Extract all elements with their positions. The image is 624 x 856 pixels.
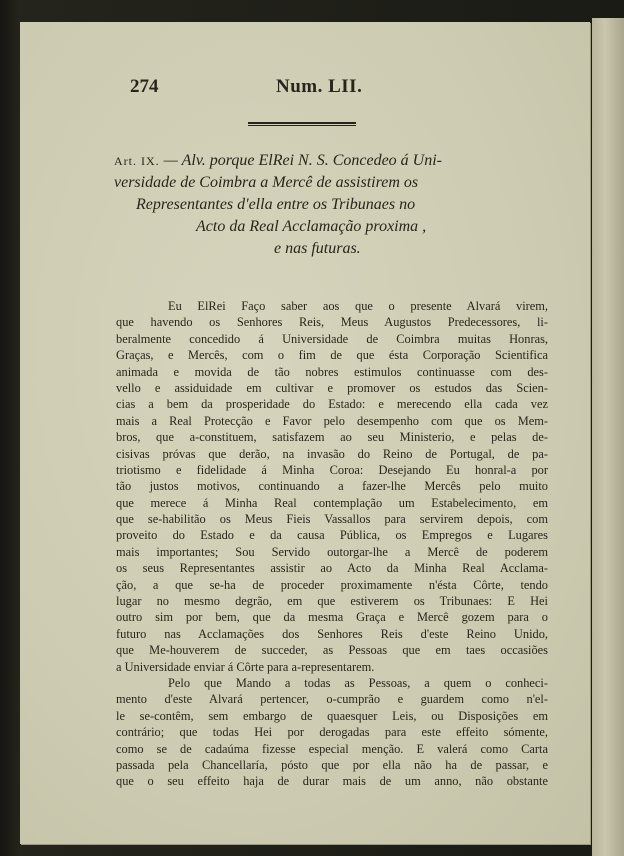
book-page (20, 22, 590, 844)
article-title (114, 150, 534, 260)
body-line: ção, a que se-ha de proceder proximamente n'ésta Côrte, tendo (116, 577, 548, 592)
body-line: Graças, e Mercês, com o fim de que ésta Corporação Scientifica (116, 348, 548, 363)
body-line: que Me-houverem de succeder, as Pessoas que em taes occasiões (116, 643, 548, 658)
title-line (114, 150, 534, 172)
body-line: le se-contêm, sem embargo de quaesquer Leis, ou Disposições em (116, 708, 548, 723)
body-line: mento d'este Alvará pertencer, o-cumprão e guardem como n'el- (116, 692, 548, 707)
body-line: Pelo que Mando a todas as Pessoas, a quem o conheci- (168, 675, 548, 690)
body-line: triotismo e fidelidade á Minha Coroa: Desejando Eu honral-a por (116, 462, 548, 477)
body-line: vello e assiduidade em cultivar e promover os estudos das Scien- (116, 380, 548, 395)
body-line: que se-habilitão os Meus Fieis Vassallos para servirem depois, com (116, 512, 548, 527)
body-line: como se de cadaúma fizesse especial menção. E valerá como Carta (116, 741, 548, 756)
body-line: mais a Real Protecção e Favor pelo desempenho com que os Mem- (116, 413, 548, 428)
body-line: proveito do Estado e da causa Pública, os Empregos e Lugares (116, 528, 548, 543)
body-line: bros, que a-constituem, satisfazem ao seu Ministerio, e pelas de- (116, 430, 548, 445)
title-line: e nas futuras. (274, 240, 361, 257)
body-line: contrário; que todas Hei por derogadas para este effeito sómente, (116, 725, 548, 740)
page-header (130, 76, 570, 98)
title-text: — Alv. porque ElRei N. S. Concedeo á Uni- (159, 152, 442, 169)
header-rule (248, 122, 356, 124)
body-line: outro sim por bem, que da mesma Graça e Mercê gozem para o (116, 610, 548, 625)
body-line: que o seu effeito haja de durar mais de um anno, não obstante (116, 774, 548, 789)
next-page-edge (592, 18, 624, 856)
body-line: os seus Representantes assistir ao Acto da Minha Real Acclama- (116, 561, 548, 576)
body-line: lugar no mesmo degrão, em que estiverem os Tribunaes: E Hei (116, 594, 548, 609)
body-line: que havendo os Senhores Reis, Meus Augustos Predecessores, li- (116, 315, 548, 330)
body-line: que merece á Minha Real contemplação um Estabelecimento, em (116, 495, 548, 510)
title-line: versidade de Coimbra a Mercê de assistirem os (114, 174, 419, 191)
body-line: cisivas próvas que derão, na invasão do Reino de Portugal, de pa- (116, 446, 548, 461)
title-line: Acto da Real Acclamação proxima , (196, 218, 427, 235)
page-number: 274 (130, 76, 159, 97)
body-line: cias a bem da prosperidade do Estado: e merecendo ella cada vez (116, 397, 548, 412)
body-line: animada e movida de tão nobres estimulos continuasse com des- (116, 364, 548, 379)
body-line: Eu ElRei Faço saber aos que o presente Alvará virem, (168, 299, 548, 313)
body-line: mais importantes; Sou Servido outorgar-lhe a Mercê de poderem (116, 544, 548, 559)
body-line: beralmente concedido á Universidade de Coimbra muitas Honras, (116, 331, 548, 346)
body-line: passada pela Chancellaría, pósto que por ella não ha de passar, e (116, 757, 548, 772)
article-body (116, 298, 548, 790)
body-line: futuro nas Acclamações dos Senhores Reis d'este Reino Unido, (116, 626, 548, 641)
title-line: Representantes d'ella entre os Tribunaes no (136, 196, 416, 213)
article-label: Art. IX. (114, 154, 160, 168)
running-head: Num. LII. (276, 76, 363, 97)
body-line: a Universidade enviar á Côrte para a-representarem. (116, 659, 375, 674)
body-line: tão justos motivos, continuando a fazer-lhe Mercês pelo muito (116, 479, 548, 494)
